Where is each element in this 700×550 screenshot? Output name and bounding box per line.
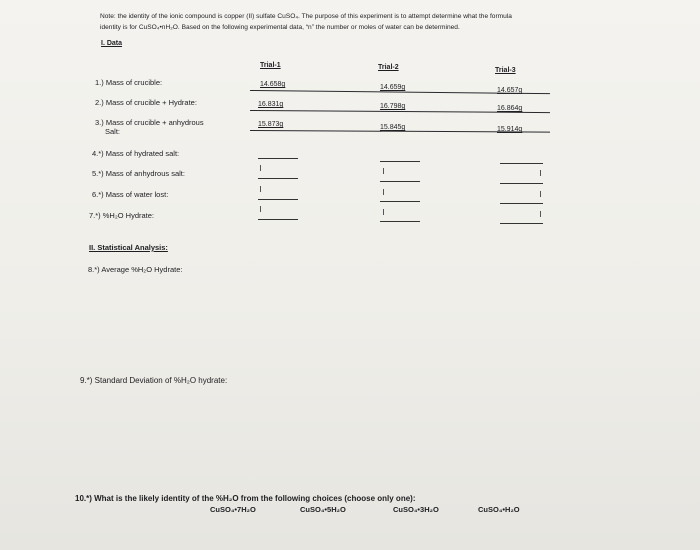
choice-cuso4-h2o[interactable]: CuSO₄•H₂O: [478, 505, 520, 514]
tick-mark: [260, 206, 261, 212]
trial-2-header: Trial-2: [378, 64, 399, 71]
choice-cuso4-5h2o[interactable]: CuSO₄•5H₂O: [300, 505, 346, 514]
choice-cuso4-7h2o[interactable]: CuSO₄•7H₂O: [210, 505, 256, 514]
row-1-trial-2: 14.659g: [380, 84, 406, 91]
tick-mark: [260, 165, 261, 171]
section-statistics-title: II. Statistical Analysis:: [89, 243, 168, 252]
row-2-label: 2.) Mass of crucible + Hydrate:: [95, 98, 197, 107]
row-6-label: 6.*) Mass of water lost:: [92, 190, 169, 199]
tick-mark: [383, 189, 384, 195]
row-4-trial-2-blank[interactable]: [380, 161, 420, 162]
row-6-trial-3-blank[interactable]: [500, 203, 543, 204]
tick-mark: [540, 170, 541, 176]
row-6-trial-2-blank[interactable]: [380, 201, 420, 202]
row-3-trial-2: 15.845g: [380, 124, 406, 131]
row-3-trial-3: 15.914g: [497, 126, 523, 133]
q8-average: 8.*) Average %H₂O Hydrate:: [88, 265, 183, 274]
trial-3-header: Trial-3: [495, 67, 516, 74]
row-5-trial-2-blank[interactable]: [380, 181, 420, 182]
tick-mark: [383, 168, 384, 174]
row-6-trial-1-blank[interactable]: [258, 199, 298, 200]
row-1-trial-3: 14.657g: [497, 87, 523, 94]
row-3-label: 3.) Mass of crucible + anhydrous: [95, 118, 204, 127]
section-data-title: I. Data: [101, 40, 123, 47]
tick-mark: [383, 209, 384, 215]
row-2-trial-3: 16.864g: [497, 105, 523, 112]
row-7-trial-2-blank[interactable]: [380, 221, 420, 222]
row-7-trial-3-blank[interactable]: [500, 223, 543, 224]
row-2-trial-2: 16.798g: [380, 103, 406, 110]
tick-mark: [540, 211, 541, 217]
row-5-trial-3-blank[interactable]: [500, 183, 543, 184]
row-3-trial-1: 15.873g: [258, 121, 284, 128]
trial-1-header: Trial-1: [260, 62, 281, 69]
row-5-label: 5.*) Mass of anhydrous salt:: [92, 169, 185, 178]
row-3-label-cont: Salt:: [105, 127, 121, 136]
row-7-trial-1-blank[interactable]: [258, 219, 298, 220]
row-4-label: 4.*) Mass of hydrated salt:: [92, 149, 180, 158]
choice-cuso4-3h2o[interactable]: CuSO₄•3H₂O: [393, 505, 439, 514]
q9-standard-deviation: 9.*) Standard Deviation of %H₂O hydrate:: [80, 376, 228, 385]
note-line-2: identity is for CuSO₄•nH₂O. Based on the following experimental data, “n” the number or moles of water can be determined.: [100, 24, 460, 31]
note-line-1: Note: the identity of the ionic compound is copper (II) sulfate CuSO₄. The purpose of this experiment is to attempt determine what the formula: [100, 13, 512, 20]
row-4-trial-1-blank[interactable]: [258, 158, 298, 159]
row-7-label: 7.*) %H₂O Hydrate:: [89, 211, 155, 220]
q10-question: 10.*) What is the likely identity of the %H₂O from the following choices (choose only one):: [75, 494, 416, 503]
row-3-rule: [250, 130, 550, 133]
tick-mark: [260, 186, 261, 192]
tick-mark: [540, 191, 541, 197]
row-2-trial-1: 16.831g: [258, 101, 284, 108]
row-1-trial-1: 14.658g: [260, 81, 286, 88]
row-4-trial-3-blank[interactable]: [500, 163, 543, 164]
row-5-trial-1-blank[interactable]: [258, 178, 298, 179]
row-1-label: 1.) Mass of crucible:: [95, 78, 163, 87]
